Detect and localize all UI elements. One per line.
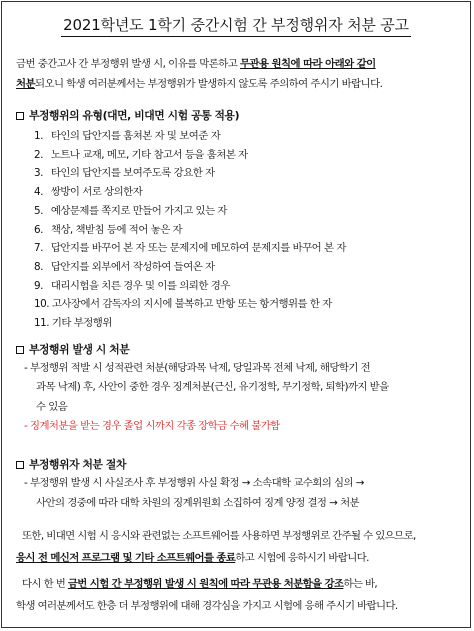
closing-emphasis: 금번 시험 간 부정행위 발생 시 원칙에 따라 무관용 처분함을 강조 [67,578,344,590]
list-item: 3. 타인의 답안지를 보여주도록 강요한 자 [34,167,215,180]
intro-emphasis: 무관용 원칙에 따라 아래와 같이 [240,58,376,70]
violation-types-list [34,127,346,333]
list-item: 5. 예상문제를 쪽지로 만들어 가지고 있는 자 [34,204,227,217]
list-item: 11. 기타 부정행위 [34,317,112,330]
square-bullet-icon [16,461,24,469]
list-item: 10. 고사장에서 감독자의 지시에 불복하고 반항 또는 항거행위를 한 자 [34,298,332,311]
list-item: 8. 답안지를 외부에서 작성하여 들여온 자 [34,260,215,273]
list-item: 7. 답안지를 바꾸어 본 자 또는 문제지에 메모하여 문제지를 바꾸어 본 자 [34,242,346,255]
notice-title: 2021학년도 1학기 중간시험 간 부정행위자 처분 공고 [2,14,470,37]
penalty-heading: 부정행위 발생 시 처분 [16,342,129,357]
list-item: 6. 책상, 책받침 등에 적어 놓은 자 [34,223,183,236]
types-heading: 부정행위의 유형(대면, 비대면 시험 공통 적용) [16,108,239,123]
penalty-details: - 부정행위 적발 시 성적관련 처분(해당과목 낙제, 당일과목 전체 낙제, 해당학기 전 과목 낙제) 후, 사안이 중한 경우 징계처분(근신, 유기정학, 무기정학, 퇴학)까지 받을 수 있음 - 징계처분을 받는 경우 졸업 시까지 각종 장학금 수혜 불가함 [24,359,389,437]
procedure-heading: 부정행위자 처분 절차 [16,457,126,472]
notice-page [1,1,471,628]
list-item: 9. 대리시험을 치른 경우 및 이를 의뢰한 경우 [34,279,230,292]
square-bullet-icon [16,112,24,120]
list-item: 4. 쌍방이 서로 상의한자 [34,186,143,199]
procedure-details: - 부정행위 발생 시 사실조사 후 부정행위 사실 확정 → 소속대학 교수회의 심의 → 사안의 경중에 따라 대학 차원의 징계위원회 소집하여 징계 양정 결정 → 처분 [24,477,364,509]
software-emphasis: 응시 전 메신저 프로그램 및 기타 소프트웨어를 종료 [16,552,236,564]
intro-line-2: 처분되오니 학생 여러분께서는 부정행위가 발생하지 않도록 주의하여 주시기 바랍니다. [16,78,383,90]
closing-paragraph: 다시 한 번 금번 시험 간 부정행위 발생 시 원칙에 따라 무관용 처분함을 강조하는 바, 학생 여러분께서도 한층 더 부정행위에 대해 경각심을 가지고 시험에 응해 주시기 바랍니다. [16,578,398,612]
list-item: 2. 노트나 교재, 메모, 기타 참고서 등을 훔쳐본 자 [34,148,248,161]
scholarship-warning: - 징계처분을 받는 경우 졸업 시까지 각종 장학금 수혜 불가함 [24,420,280,433]
intro-paragraph [16,54,462,94]
intro-line-1: 금번 중간고사 간 부정행위 발생 시, 이유를 막론하고 무관용 원칙에 따라 아래와 같이 [16,58,376,70]
square-bullet-icon [16,346,24,354]
intro-emphasis-2: 처분 [16,78,35,90]
software-notice: 또한, 비대면 시험 시 응시와 관련없는 소프트웨어를 사용하면 부정행위로 간주될 수 있으므로, 응시 전 메신저 프로그램 및 기타 소프트웨어를 종료하고 시험에 응하시기 바랍니다. [16,530,416,564]
list-item: 1. 타인의 답안지를 훔쳐본 자 및 보여준 자 [34,130,221,142]
